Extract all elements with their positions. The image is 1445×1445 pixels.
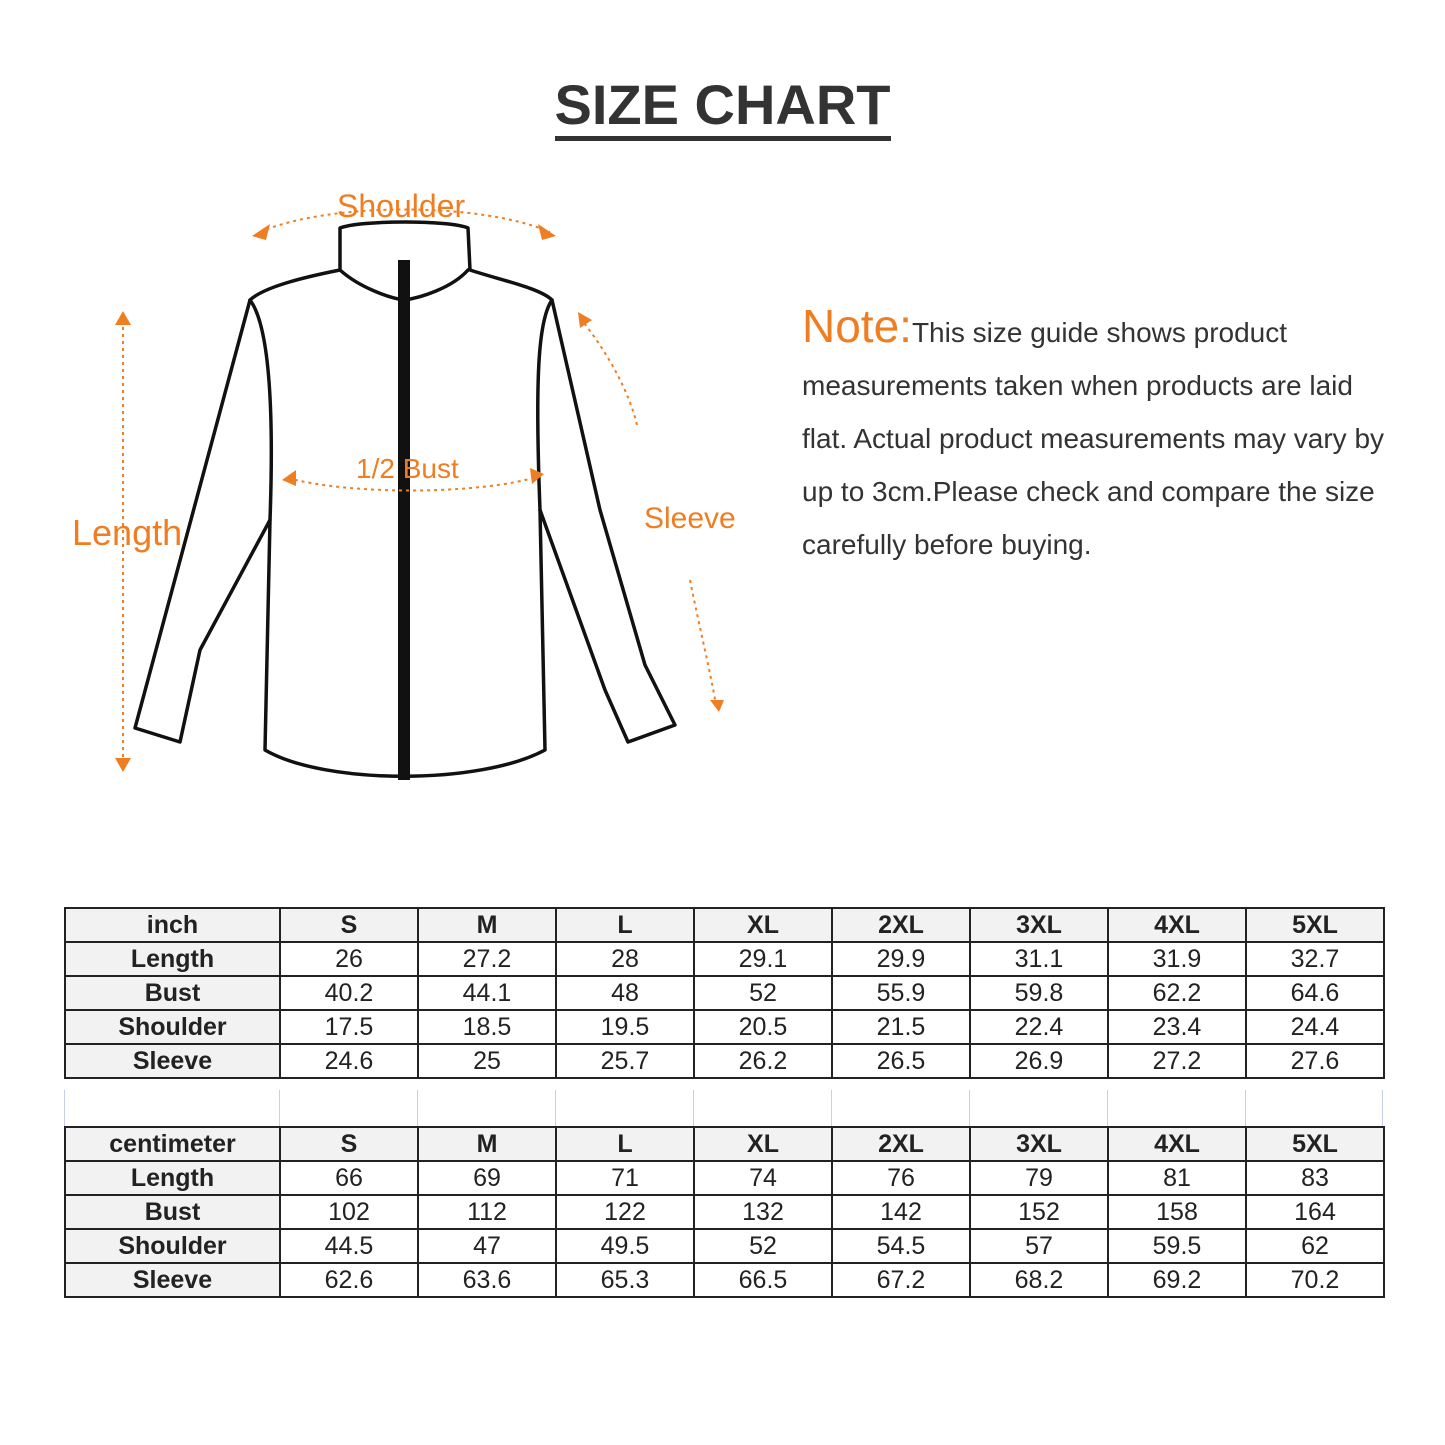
size-header: 4XL bbox=[1108, 1127, 1246, 1161]
table-cell: 70.2 bbox=[1246, 1263, 1384, 1297]
table-cell: 20.5 bbox=[694, 1010, 832, 1044]
table-cell: 24.6 bbox=[280, 1044, 418, 1078]
table-cell: 48 bbox=[556, 976, 694, 1010]
table-row bbox=[65, 1229, 1384, 1263]
size-header: S bbox=[280, 1127, 418, 1161]
table-cell: 71 bbox=[556, 1161, 694, 1195]
size-header: XL bbox=[694, 908, 832, 942]
spacer-cell bbox=[279, 1090, 417, 1126]
table-cell: 83 bbox=[1246, 1161, 1384, 1195]
size-header: 3XL bbox=[970, 908, 1108, 942]
row-label: Sleeve bbox=[65, 1044, 280, 1078]
table-cell: 27.2 bbox=[1108, 1044, 1246, 1078]
table-cell: 26.2 bbox=[694, 1044, 832, 1078]
centimeter-size-table bbox=[64, 1126, 1385, 1298]
size-header: 3XL bbox=[970, 1127, 1108, 1161]
centimeter-table-wrap bbox=[64, 1126, 1385, 1298]
table-cell: 52 bbox=[694, 976, 832, 1010]
size-header: S bbox=[280, 908, 418, 942]
table-cell: 18.5 bbox=[418, 1010, 556, 1044]
table-row bbox=[65, 1263, 1384, 1297]
row-label: Length bbox=[65, 942, 280, 976]
note-title: Note: bbox=[802, 300, 912, 352]
row-label: Sleeve bbox=[65, 1263, 280, 1297]
table-cell: 28 bbox=[556, 942, 694, 976]
table-header-row bbox=[65, 1127, 1384, 1161]
note-text: This size guide shows product measurements taken when products are laid flat. Actual product measurements may vary by up to 3cm.Please check and compare the size carefully before buying. bbox=[802, 317, 1385, 560]
table-cell: 68.2 bbox=[970, 1263, 1108, 1297]
table-cell: 66.5 bbox=[694, 1263, 832, 1297]
inch-table-wrap bbox=[64, 907, 1385, 1079]
spacer-cell bbox=[64, 1090, 279, 1126]
size-header: L bbox=[556, 1127, 694, 1161]
table-row bbox=[65, 1044, 1384, 1078]
table-cell: 122 bbox=[556, 1195, 694, 1229]
inch-size-table bbox=[64, 907, 1385, 1079]
page-title-text: SIZE CHART bbox=[555, 73, 891, 141]
shoulder-label: Shoulder bbox=[337, 188, 466, 224]
table-cell: 64.6 bbox=[1246, 976, 1384, 1010]
table-cell: 158 bbox=[1108, 1195, 1246, 1229]
table-cell: 31.1 bbox=[970, 942, 1108, 976]
table-cell: 21.5 bbox=[832, 1010, 970, 1044]
table-cell: 102 bbox=[280, 1195, 418, 1229]
row-label: Bust bbox=[65, 1195, 280, 1229]
table-cell: 27.2 bbox=[418, 942, 556, 976]
table-cell: 62.6 bbox=[280, 1263, 418, 1297]
table-cell: 54.5 bbox=[832, 1229, 970, 1263]
table-cell: 22.4 bbox=[970, 1010, 1108, 1044]
table-cell: 40.2 bbox=[280, 976, 418, 1010]
table-cell: 74 bbox=[694, 1161, 832, 1195]
table-cell: 152 bbox=[970, 1195, 1108, 1229]
table-row bbox=[65, 1010, 1384, 1044]
table-spacer bbox=[64, 1090, 1385, 1126]
table-cell: 142 bbox=[832, 1195, 970, 1229]
size-header: 2XL bbox=[832, 1127, 970, 1161]
table-cell: 62 bbox=[1246, 1229, 1384, 1263]
size-header: 4XL bbox=[1108, 908, 1246, 942]
table-cell: 44.1 bbox=[418, 976, 556, 1010]
row-label: Length bbox=[65, 1161, 280, 1195]
size-header: 2XL bbox=[832, 908, 970, 942]
page-title bbox=[0, 72, 1445, 137]
jacket-diagram bbox=[60, 180, 780, 800]
table-row bbox=[65, 976, 1384, 1010]
size-header: 5XL bbox=[1246, 1127, 1384, 1161]
size-note bbox=[802, 300, 1402, 571]
table-cell: 132 bbox=[694, 1195, 832, 1229]
spacer-cell bbox=[417, 1090, 555, 1126]
table-cell: 17.5 bbox=[280, 1010, 418, 1044]
table-cell: 31.9 bbox=[1108, 942, 1246, 976]
table-cell: 27.6 bbox=[1246, 1044, 1384, 1078]
table-cell: 26.5 bbox=[832, 1044, 970, 1078]
spacer-cell bbox=[831, 1090, 969, 1126]
row-label: Bust bbox=[65, 976, 280, 1010]
table-cell: 62.2 bbox=[1108, 976, 1246, 1010]
spacer-cell bbox=[693, 1090, 831, 1126]
table-row bbox=[65, 942, 1384, 976]
spacer-cell bbox=[1107, 1090, 1245, 1126]
row-label: Shoulder bbox=[65, 1010, 280, 1044]
table-cell: 23.4 bbox=[1108, 1010, 1246, 1044]
table-cell: 112 bbox=[418, 1195, 556, 1229]
spacer-cell bbox=[555, 1090, 693, 1126]
table-cell: 76 bbox=[832, 1161, 970, 1195]
jacket-outline-icon bbox=[60, 180, 780, 800]
table-cell: 26.9 bbox=[970, 1044, 1108, 1078]
bust-label: 1/2 Bust bbox=[356, 453, 459, 484]
table-row bbox=[65, 1161, 1384, 1195]
unit-label: centimeter bbox=[65, 1127, 280, 1161]
table-cell: 47 bbox=[418, 1229, 556, 1263]
length-label: Length bbox=[72, 512, 183, 553]
size-header: L bbox=[556, 908, 694, 942]
table-cell: 25 bbox=[418, 1044, 556, 1078]
size-header: M bbox=[418, 908, 556, 942]
table-cell: 55.9 bbox=[832, 976, 970, 1010]
table-cell: 81 bbox=[1108, 1161, 1246, 1195]
size-header: M bbox=[418, 1127, 556, 1161]
table-cell: 52 bbox=[694, 1229, 832, 1263]
table-cell: 59.8 bbox=[970, 976, 1108, 1010]
table-cell: 69 bbox=[418, 1161, 556, 1195]
table-row bbox=[65, 1195, 1384, 1229]
table-cell: 65.3 bbox=[556, 1263, 694, 1297]
sleeve-label: Sleeve bbox=[644, 502, 736, 535]
unit-label: inch bbox=[65, 908, 280, 942]
table-cell: 25.7 bbox=[556, 1044, 694, 1078]
table-cell: 63.6 bbox=[418, 1263, 556, 1297]
spacer-cell bbox=[969, 1090, 1107, 1126]
table-cell: 79 bbox=[970, 1161, 1108, 1195]
table-cell: 66 bbox=[280, 1161, 418, 1195]
table-cell: 164 bbox=[1246, 1195, 1384, 1229]
table-cell: 29.1 bbox=[694, 942, 832, 976]
table-header-row bbox=[65, 908, 1384, 942]
table-cell: 29.9 bbox=[832, 942, 970, 976]
row-label: Shoulder bbox=[65, 1229, 280, 1263]
table-cell: 67.2 bbox=[832, 1263, 970, 1297]
size-header: XL bbox=[694, 1127, 832, 1161]
table-cell: 57 bbox=[970, 1229, 1108, 1263]
table-cell: 69.2 bbox=[1108, 1263, 1246, 1297]
table-cell: 32.7 bbox=[1246, 942, 1384, 976]
table-cell: 19.5 bbox=[556, 1010, 694, 1044]
table-cell: 49.5 bbox=[556, 1229, 694, 1263]
spacer-cell bbox=[1245, 1090, 1383, 1126]
size-header: 5XL bbox=[1246, 908, 1384, 942]
table-cell: 26 bbox=[280, 942, 418, 976]
table-cell: 44.5 bbox=[280, 1229, 418, 1263]
table-cell: 59.5 bbox=[1108, 1229, 1246, 1263]
table-cell: 24.4 bbox=[1246, 1010, 1384, 1044]
